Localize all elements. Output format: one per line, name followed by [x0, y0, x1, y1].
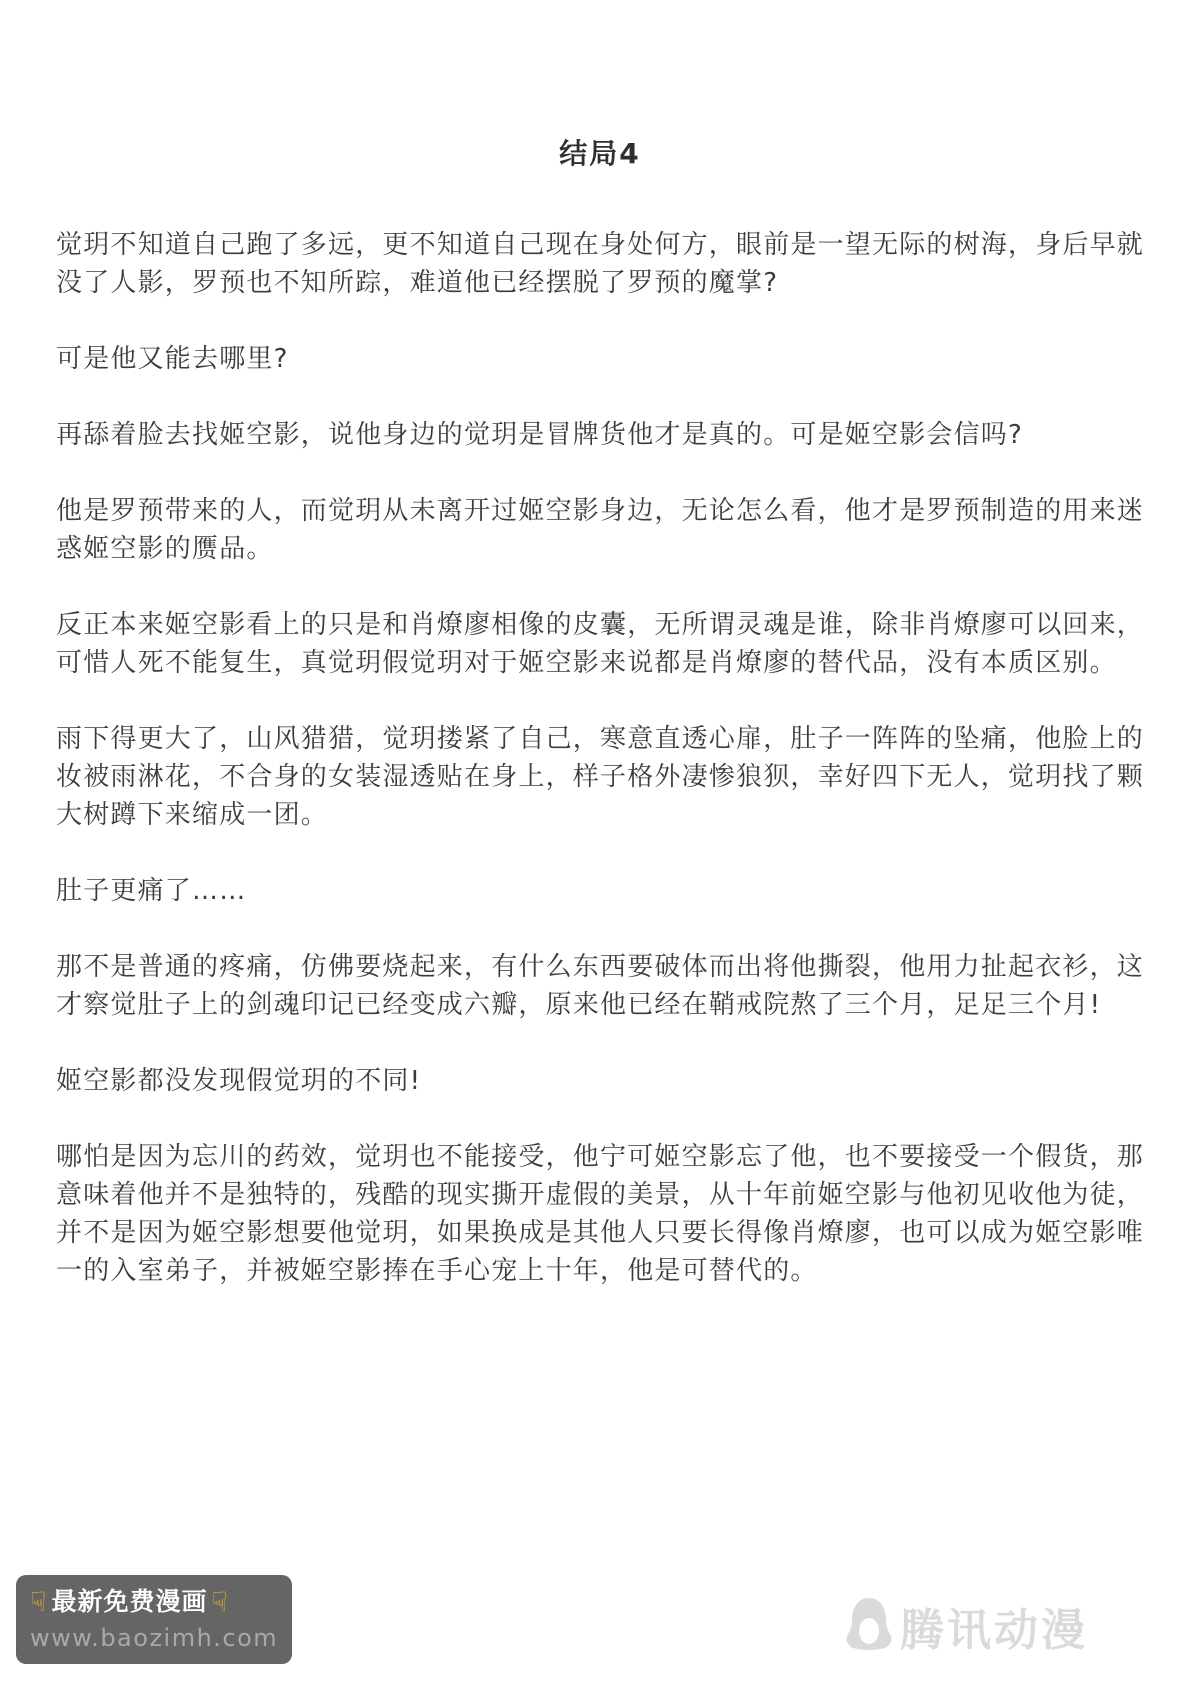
paragraph: 姬空影都没发现假觉玥的不同! [56, 1066, 422, 1096]
chapter-title: 结局4 [559, 137, 641, 170]
paragraph: 觉玥不知道自己跑了多远，更不知道自己现在身处何方，眼前是一望无际的树海，身后早就没了人影，罗预也不知所踪，难道他已经摆脱了罗预的魔掌? [56, 230, 1145, 298]
paragraph: 那不是普通的疼痛，仿佛要烧起来，有什么东西要破体而出将他撕裂，他用力扯起衣衫，这才察觉肚子上的剑魂印记已经变成六瓣，原来他已经在鞘戒院熬了三个月，足足三个月! [56, 952, 1145, 1020]
logo-text: 腾讯动漫 [900, 1605, 1088, 1656]
watermark-headline [30, 1587, 278, 1617]
paragraph: 可是他又能去哪里? [56, 344, 289, 374]
paragraph: 哪怕是因为忘川的药效，觉玥也不能接受，他宁可姬空影忘了他，也不要接受一个假货，那意味着他并不是独特的，残酷的现实撕开虚假的美景，从十年前姬空影与他初见收他为徒，并不是因为姬空影想要他觉玥，如果换成是其他人只要长得像肖燎廖，也可以成为姬空影唯一的入室弟子，并被姬空影捧在手心宠上十年，他是可替代的。 [56, 1142, 1145, 1286]
paragraph: 肚子更痛了…… [56, 876, 247, 906]
paragraph: 他是罗预带来的人，而觉玥从未离开过姬空影身边，无论怎么看，他才是罗预制造的用来迷惑姬空影的赝品。 [56, 496, 1145, 564]
tencent-comics-logo [844, 1594, 1088, 1658]
chapter-body [0, 172, 1200, 1290]
baozimh-watermark[interactable] [16, 1575, 292, 1664]
penguin-icon [844, 1596, 894, 1656]
paragraph: 雨下得更大了，山风猎猎，觉玥搂紧了自己，寒意直透心扉，肚子一阵阵的坠痛，他脸上的妆被雨淋花，不合身的女装湿透贴在身上，样子格外凄惨狼狈，幸好四下无人，觉玥找了颗大树蹲下来缩成一团。 [56, 724, 1145, 830]
pointing-down-icon: ☟ [30, 1586, 48, 1618]
watermark-title: 最新免费漫画 [51, 1587, 208, 1616]
watermark-url[interactable]: www.baozimh.com [30, 1624, 279, 1652]
paragraph: 反正本来姬空影看上的只是和肖燎廖相像的皮囊，无所谓灵魂是谁，除非肖燎廖可以回来，可惜人死不能复生，真觉玥假觉玥对于姬空影来说都是肖燎廖的替代品，没有本质区别。 [56, 610, 1145, 678]
pointing-down-icon: ☟ [211, 1586, 229, 1618]
paragraph: 再舔着脸去找姬空影，说他身边的觉玥是冒牌货他才是真的。可是姬空影会信吗? [56, 420, 1024, 450]
